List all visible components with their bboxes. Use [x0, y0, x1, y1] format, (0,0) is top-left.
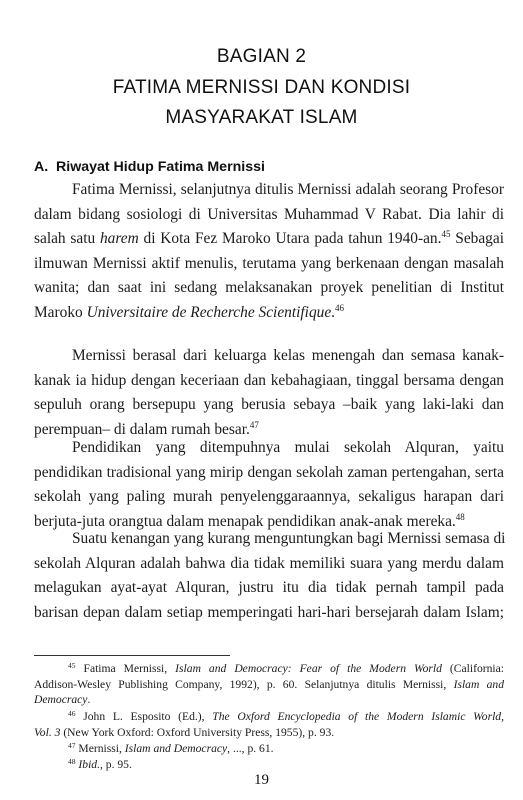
italic-title: Islam and Democracy	[124, 742, 228, 755]
footnote-number: 46	[68, 709, 76, 718]
italic-title: Vol. 3	[34, 725, 61, 739]
italic-term: Universitaire de Recherche Scientifique	[86, 303, 332, 321]
paragraph-2	[34, 344, 504, 442]
text-line: dalam bidang sosiologi di Universitas Muhammad V Rabat. Dia lahir di	[34, 205, 504, 223]
text-line: perempuan– di dalam rumah besar.$^{47}$	[34, 419, 259, 438]
footnote-46: $^{46}$ John L. Esposito (Ed.), The Oxford Encyclopedia of the Modern Islamic World, Vol. 3 (New York Oxford: Oxford University Press, 1955), p. 93.	[34, 709, 504, 739]
footnote-ref: 45	[441, 229, 451, 240]
chapter-title-line-1: FATIMA MERNISSI DAN KONDISI	[112, 77, 411, 98]
section-number: A.	[34, 159, 49, 175]
italic-title: The Oxford Encyclopedia of the Modern Islamic World,	[212, 710, 504, 723]
footnote-ref: 48	[455, 511, 465, 522]
text-line: melagukan ayat-ayat Alquran, justru itu dia tidak pernah tampil pada	[34, 579, 504, 597]
paragraph-1	[34, 178, 504, 326]
text-line: sepuluh orang bersepupu yang berusia sebaya –baik yang laki-laki dan	[34, 396, 504, 414]
text-line: salah satu harem di Kota Fez Maroko Utara pada tahun 1940-an.$^{45}$ Sebagai	[34, 229, 504, 248]
chapter-label: BAGIAN 2	[216, 46, 307, 67]
text-line: barisan depan dalam setiap memperingati hari-hari bersejarah dalam Islam;	[34, 603, 504, 621]
section-title: Riwayat Hidup Fatima Mernissi	[56, 159, 265, 175]
footnote-45: $^{45}$ Fatima Mernissi, Islam and Democracy: Fear of the Modern World (California: Addison-Wesley Publishing Company, 1992), p. 60. Selanjutnya ditulis Mernissi, Islam and Democracy.	[34, 661, 505, 707]
text-line: berjuta-juta orangtua dalam menapak pendidikan anak-anak mereka.$^{48}$	[34, 511, 465, 530]
page-number: 19	[254, 772, 269, 788]
section-heading	[34, 159, 265, 175]
text-line: Suatu kenangan yang kurang menguntungkan bagi Mernissi semasa di	[72, 530, 506, 547]
text-line: Pendidikan yang ditempuhnya mulai sekolah Alquran, yaitu	[72, 439, 504, 456]
footnote-ref: 47	[249, 419, 259, 430]
footnote-47: $^{47}$ Mernissi, Islam and Democracy, ..., p. 61.	[68, 741, 274, 755]
text-line: sekolah Alquran adalah bahwa dia tidak memiliki suara yang merdu dalam	[34, 554, 504, 572]
text-line: sekolah yang paling murah penyelenggaraannya, sekaligus harapan dari	[34, 488, 504, 506]
footnote-divider	[34, 655, 230, 656]
footnote-number: 45	[68, 661, 76, 670]
footnote-number: 47	[68, 741, 76, 750]
footnote-48: $^{48}$ Ibid., p. 95.	[68, 757, 132, 771]
text-line: Fatima Mernissi, selanjutnya ditulis Mernissi adalah seorang Profesor	[72, 181, 504, 198]
italic-title: Ibid.	[78, 758, 100, 771]
text-line: Mernissi berasal dari keluarga kelas menengah dan semasa kanak-	[72, 347, 504, 364]
text-line: Maroko Universitaire de Recherche Scientifique.$^{46}$	[34, 302, 345, 321]
footnote-number: 48	[68, 757, 76, 766]
italic-term: harem	[99, 230, 139, 248]
footnote-ref: 46	[335, 302, 345, 313]
italic-title: Islam and	[453, 677, 504, 691]
text-line: ilmuwan Mernissi aktif menulis, terutama yang berkenaan dengan masalah	[34, 254, 504, 272]
chapter-title-line-2: MASYARAKAT ISLAM	[165, 107, 358, 128]
italic-title: Islam and Democracy: Fear of the Modern World	[175, 662, 442, 675]
paragraph-3	[34, 436, 504, 534]
text-line: kanak ia hidup dengan keceriaan dan kebahagiaan, tinggal bersama dengan	[34, 371, 504, 389]
text-line: wanita; dan saat ini sedang melaksanakan proyek penelitian di Institut	[34, 279, 504, 297]
italic-title: Democracy	[34, 693, 88, 707]
text-line: pendidikan tradisional yang mirip dengan sekolah zaman pertengahan, serta	[34, 463, 504, 481]
paragraph-4	[34, 527, 504, 625]
